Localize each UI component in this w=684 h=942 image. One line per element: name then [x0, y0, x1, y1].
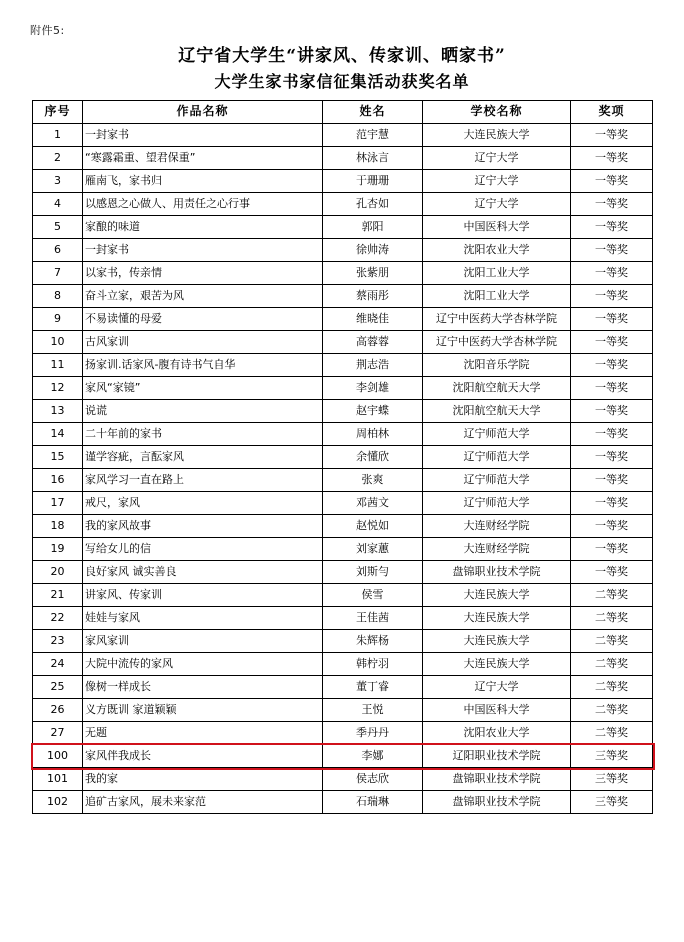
- cell-index: 2: [33, 147, 83, 170]
- cell-author-name: 孔杏如: [323, 193, 423, 216]
- table-row: [33, 331, 653, 354]
- cell-index: 19: [33, 538, 83, 561]
- cell-school-name: 辽宁大学: [423, 193, 571, 216]
- cell-index: 15: [33, 446, 83, 469]
- cell-author-name: 王悦: [323, 699, 423, 722]
- cell-award-level: 一等奖: [571, 193, 653, 216]
- cell-work-title: 家风家训: [83, 630, 323, 653]
- cell-work-title: 一封家书: [83, 239, 323, 262]
- cell-work-title: 讲家风、传家训: [83, 584, 323, 607]
- cell-award-level: 二等奖: [571, 722, 653, 745]
- cell-school-name: 辽宁师范大学: [423, 469, 571, 492]
- cell-award-level: 一等奖: [571, 124, 653, 147]
- cell-author-name: 李娜: [323, 745, 423, 768]
- cell-award-level: 一等奖: [571, 331, 653, 354]
- cell-index: 16: [33, 469, 83, 492]
- cell-award-level: 一等奖: [571, 469, 653, 492]
- cell-index: 101: [33, 768, 83, 791]
- cell-work-title: 大院中流传的家风: [83, 653, 323, 676]
- table-row: [33, 791, 653, 814]
- cell-author-name: 周柏林: [323, 423, 423, 446]
- table-row: [33, 584, 653, 607]
- cell-school-name: 沈阳农业大学: [423, 239, 571, 262]
- cell-school-name: 大连财经学院: [423, 515, 571, 538]
- cell-author-name: 刘斯勻: [323, 561, 423, 584]
- cell-work-title: 不易读懂的母爱: [83, 308, 323, 331]
- award-table-wrapper: [32, 100, 652, 814]
- cell-school-name: 辽宁中医药大学杏林学院: [423, 308, 571, 331]
- table-row: [33, 262, 653, 285]
- cell-work-title: 家酿的味道: [83, 216, 323, 239]
- cell-school-name: 辽宁中医药大学杏林学院: [423, 331, 571, 354]
- cell-index: 26: [33, 699, 83, 722]
- cell-index: 27: [33, 722, 83, 745]
- cell-author-name: 林泳言: [323, 147, 423, 170]
- table-row: [33, 538, 653, 561]
- cell-award-level: 二等奖: [571, 699, 653, 722]
- cell-school-name: 大连民族大学: [423, 584, 571, 607]
- cell-index: 11: [33, 354, 83, 377]
- table-row: [33, 630, 653, 653]
- cell-award-level: 一等奖: [571, 538, 653, 561]
- cell-index: 8: [33, 285, 83, 308]
- cell-school-name: 辽宁师范大学: [423, 423, 571, 446]
- table-header: [33, 101, 653, 124]
- cell-school-name: 盘锦职业技术学院: [423, 561, 571, 584]
- table-row: [33, 492, 653, 515]
- table-header-row: [33, 101, 653, 124]
- cell-author-name: 韩柠羽: [323, 653, 423, 676]
- cell-index: 100: [33, 745, 83, 768]
- cell-award-level: 二等奖: [571, 630, 653, 653]
- cell-author-name: 维晓佳: [323, 308, 423, 331]
- cell-award-level: 一等奖: [571, 216, 653, 239]
- cell-work-title: 良好家风 诚实善良: [83, 561, 323, 584]
- cell-school-name: 中国医科大学: [423, 699, 571, 722]
- cell-award-level: 一等奖: [571, 262, 653, 285]
- cell-work-title: 追矿古家风，展未来家范: [83, 791, 323, 814]
- table-row: [33, 170, 653, 193]
- column-header-index: 序号: [33, 101, 83, 124]
- table-row: [33, 722, 653, 745]
- cell-award-level: 三等奖: [571, 791, 653, 814]
- cell-author-name: 朱辉杨: [323, 630, 423, 653]
- cell-index: 102: [33, 791, 83, 814]
- table-row: [33, 423, 653, 446]
- cell-school-name: 辽宁大学: [423, 170, 571, 193]
- cell-work-title: 戒尺，家风: [83, 492, 323, 515]
- table-row: [33, 515, 653, 538]
- cell-author-name: 范宇慧: [323, 124, 423, 147]
- table-row: [33, 469, 653, 492]
- cell-award-level: 三等奖: [571, 768, 653, 791]
- cell-index: 12: [33, 377, 83, 400]
- cell-author-name: 侯志欣: [323, 768, 423, 791]
- table-row: [33, 124, 653, 147]
- cell-index: 24: [33, 653, 83, 676]
- cell-author-name: 蔡雨彤: [323, 285, 423, 308]
- table-row: [33, 699, 653, 722]
- cell-award-level: 一等奖: [571, 239, 653, 262]
- table-row: [33, 446, 653, 469]
- cell-index: 20: [33, 561, 83, 584]
- cell-index: 14: [33, 423, 83, 446]
- cell-author-name: 张紫朋: [323, 262, 423, 285]
- cell-index: 13: [33, 400, 83, 423]
- column-header-award: 奖项: [571, 101, 653, 124]
- cell-school-name: 沈阳航空航天大学: [423, 400, 571, 423]
- column-header-work: 作品名称: [83, 101, 323, 124]
- cell-school-name: 大连民族大学: [423, 653, 571, 676]
- table-row: [33, 561, 653, 584]
- cell-author-name: 荆志浩: [323, 354, 423, 377]
- attachment-label: 附件5:: [30, 24, 65, 37]
- cell-school-name: 沈阳农业大学: [423, 722, 571, 745]
- table-row: [33, 147, 653, 170]
- cell-school-name: 沈阳工业大学: [423, 262, 571, 285]
- cell-author-name: 余懂欣: [323, 446, 423, 469]
- cell-work-title: 义方既训 家道颖颖: [83, 699, 323, 722]
- cell-school-name: 辽阳职业技术学院: [423, 745, 571, 768]
- cell-award-level: 三等奖: [571, 745, 653, 768]
- cell-school-name: 盘锦职业技术学院: [423, 768, 571, 791]
- cell-index: 17: [33, 492, 83, 515]
- document-title-line-1: 辽宁省大学生“讲家风、传家训、晒家书”: [178, 46, 506, 66]
- cell-work-title: 一封家书: [83, 124, 323, 147]
- cell-index: 21: [33, 584, 83, 607]
- cell-index: 10: [33, 331, 83, 354]
- cell-index: 25: [33, 676, 83, 699]
- table-row: [33, 354, 653, 377]
- cell-author-name: 徐帅涛: [323, 239, 423, 262]
- table-row: [33, 745, 653, 768]
- award-table: [32, 100, 653, 814]
- cell-school-name: 沈阳音乐学院: [423, 354, 571, 377]
- cell-index: 7: [33, 262, 83, 285]
- cell-author-name: 张爽: [323, 469, 423, 492]
- table-row: [33, 653, 653, 676]
- column-header-school: 学校名称: [423, 101, 571, 124]
- cell-author-name: 于珊珊: [323, 170, 423, 193]
- cell-work-title: 雁南飞，家书归: [83, 170, 323, 193]
- cell-author-name: 高蓉蓉: [323, 331, 423, 354]
- cell-author-name: 季丹丹: [323, 722, 423, 745]
- cell-school-name: 中国医科大学: [423, 216, 571, 239]
- cell-work-title: 我的家风故事: [83, 515, 323, 538]
- cell-work-title: 奋斗立家，艰苦为风: [83, 285, 323, 308]
- table-row: [33, 193, 653, 216]
- cell-award-level: 二等奖: [571, 607, 653, 630]
- cell-school-name: 辽宁师范大学: [423, 446, 571, 469]
- cell-author-name: 赵悦如: [323, 515, 423, 538]
- cell-award-level: 一等奖: [571, 285, 653, 308]
- cell-work-title: 家风伴我成长: [83, 745, 323, 768]
- column-header-name: 姓名: [323, 101, 423, 124]
- cell-author-name: 郭阳: [323, 216, 423, 239]
- cell-index: 9: [33, 308, 83, 331]
- cell-award-level: 一等奖: [571, 308, 653, 331]
- cell-award-level: 二等奖: [571, 676, 653, 699]
- table-row: [33, 607, 653, 630]
- cell-award-level: 二等奖: [571, 653, 653, 676]
- cell-work-title: 扬家训.话家风-腹有诗书气自华: [83, 354, 323, 377]
- cell-school-name: 辽宁师范大学: [423, 492, 571, 515]
- cell-award-level: 一等奖: [571, 354, 653, 377]
- cell-author-name: 赵宇蝶: [323, 400, 423, 423]
- cell-work-title: 谨学容疵，言酝家风: [83, 446, 323, 469]
- cell-school-name: 辽宁大学: [423, 676, 571, 699]
- cell-author-name: 王佳茜: [323, 607, 423, 630]
- cell-work-title: 以家书，传亲情: [83, 262, 323, 285]
- cell-author-name: 石瑞琳: [323, 791, 423, 814]
- cell-work-title: 无题: [83, 722, 323, 745]
- cell-work-title: 家风“家镜”: [83, 377, 323, 400]
- cell-work-title: 娃娃与家风: [83, 607, 323, 630]
- cell-award-level: 一等奖: [571, 377, 653, 400]
- cell-award-level: 一等奖: [571, 561, 653, 584]
- document-title-line-2: 大学生家书家信征集活动获奖名单: [214, 71, 470, 91]
- cell-school-name: 盘锦职业技术学院: [423, 791, 571, 814]
- cell-award-level: 一等奖: [571, 492, 653, 515]
- cell-work-title: 古风家训: [83, 331, 323, 354]
- cell-school-name: 大连民族大学: [423, 124, 571, 147]
- table-row: [33, 285, 653, 308]
- table-row: [33, 400, 653, 423]
- cell-index: 23: [33, 630, 83, 653]
- cell-work-title: 写给女儿的信: [83, 538, 323, 561]
- table-row: [33, 308, 653, 331]
- table-row: [33, 377, 653, 400]
- cell-school-name: 大连民族大学: [423, 630, 571, 653]
- table-row: [33, 216, 653, 239]
- cell-index: 1: [33, 124, 83, 147]
- cell-author-name: 李剑雄: [323, 377, 423, 400]
- table-row: [33, 239, 653, 262]
- cell-school-name: 辽宁大学: [423, 147, 571, 170]
- cell-award-level: 一等奖: [571, 400, 653, 423]
- cell-work-title: 以感恩之心做人、用责任之心行事: [83, 193, 323, 216]
- table-row: [33, 676, 653, 699]
- cell-work-title: 家风学习一直在路上: [83, 469, 323, 492]
- cell-author-name: 侯雪: [323, 584, 423, 607]
- cell-index: 22: [33, 607, 83, 630]
- cell-award-level: 一等奖: [571, 446, 653, 469]
- cell-award-level: 一等奖: [571, 147, 653, 170]
- cell-index: 3: [33, 170, 83, 193]
- cell-school-name: 沈阳航空航天大学: [423, 377, 571, 400]
- cell-award-level: 一等奖: [571, 170, 653, 193]
- cell-work-title: 我的家: [83, 768, 323, 791]
- cell-author-name: 邓茜文: [323, 492, 423, 515]
- cell-author-name: 董丁睿: [323, 676, 423, 699]
- table-body: [33, 124, 653, 814]
- cell-author-name: 刘家蕙: [323, 538, 423, 561]
- cell-work-title: 说谎: [83, 400, 323, 423]
- cell-school-name: 大连民族大学: [423, 607, 571, 630]
- cell-award-level: 二等奖: [571, 584, 653, 607]
- cell-index: 5: [33, 216, 83, 239]
- cell-school-name: 大连财经学院: [423, 538, 571, 561]
- cell-index: 18: [33, 515, 83, 538]
- cell-index: 6: [33, 239, 83, 262]
- cell-award-level: 一等奖: [571, 515, 653, 538]
- cell-work-title: 像树一样成长: [83, 676, 323, 699]
- table-row: [33, 768, 653, 791]
- cell-school-name: 沈阳工业大学: [423, 285, 571, 308]
- cell-work-title: 二十年前的家书: [83, 423, 323, 446]
- cell-award-level: 一等奖: [571, 423, 653, 446]
- cell-work-title: “寒露霜重、望君保重”: [83, 147, 323, 170]
- cell-index: 4: [33, 193, 83, 216]
- title-block: [0, 44, 684, 94]
